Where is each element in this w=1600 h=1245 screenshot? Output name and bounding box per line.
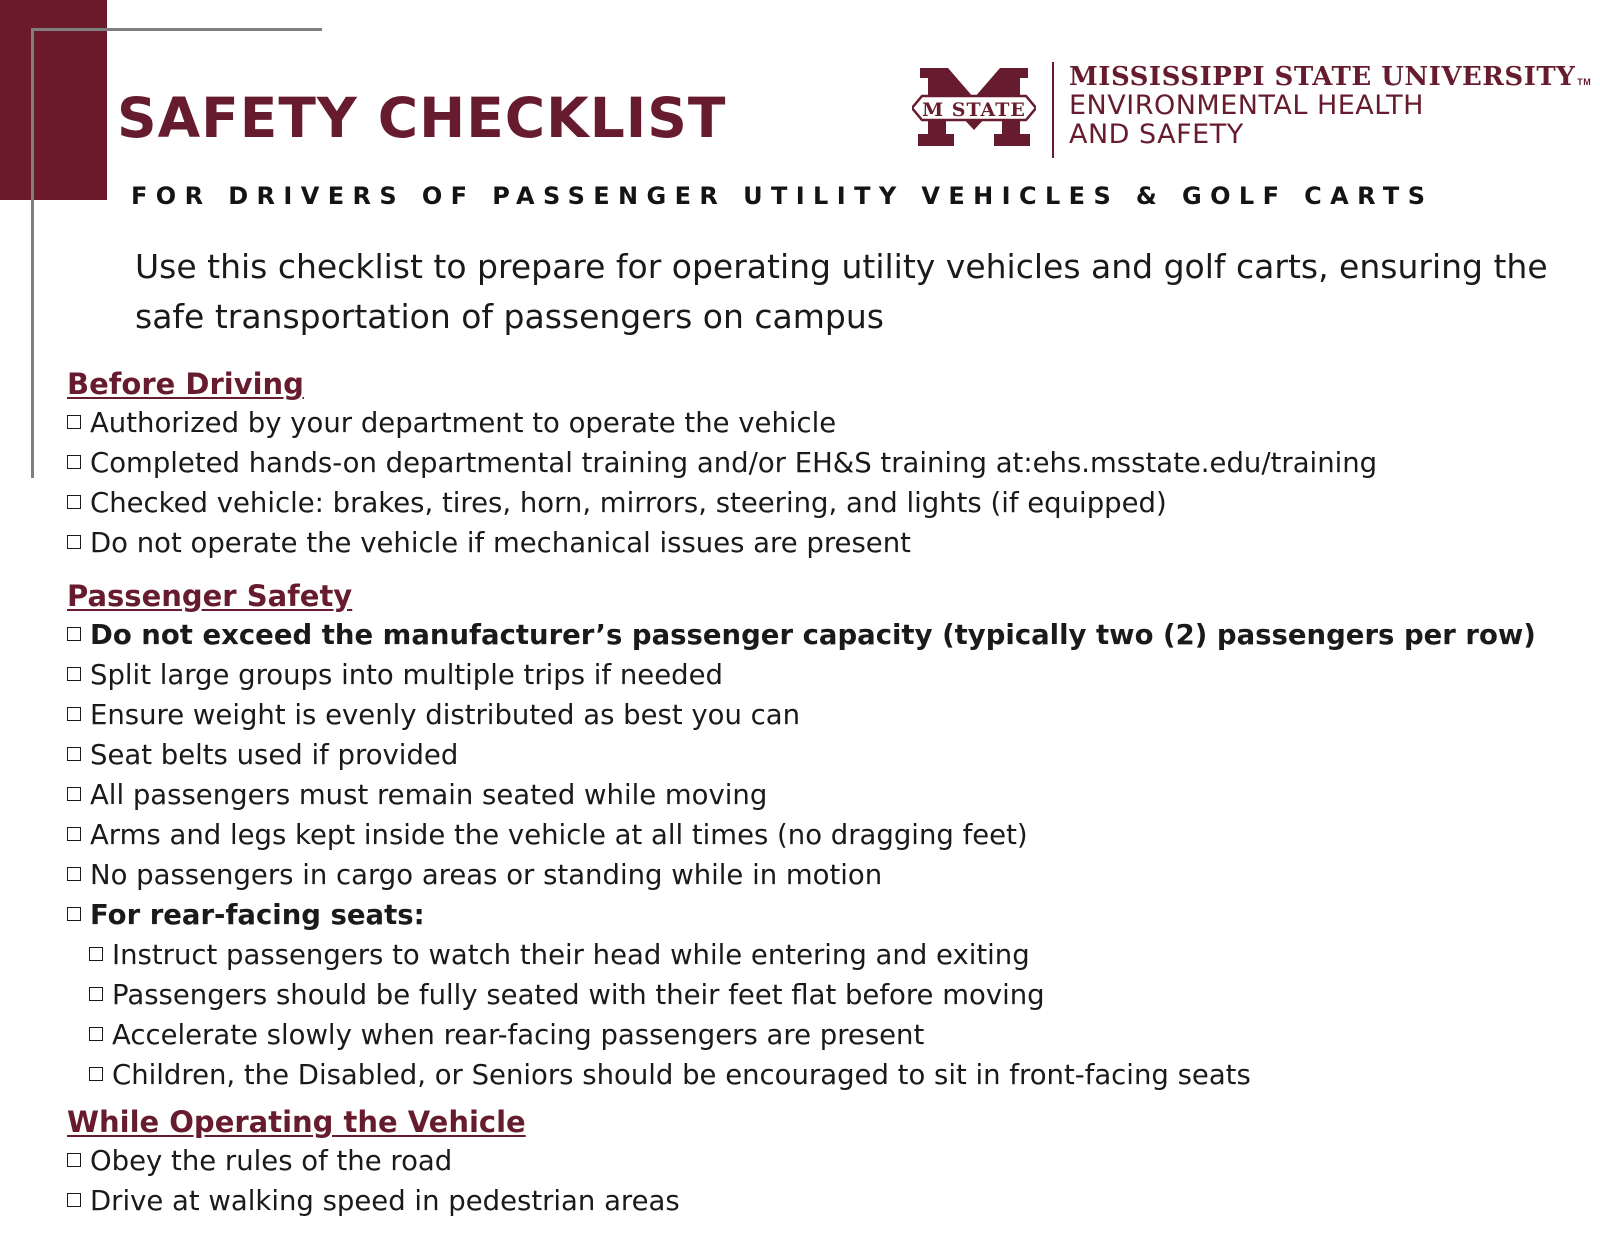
checkbox[interactable]	[89, 1027, 103, 1041]
logo-divider	[1052, 62, 1054, 158]
page-title: SAFETY CHECKLIST	[117, 86, 727, 150]
section-while-operating	[67, 1103, 1577, 1221]
checklist-item-label: Do not operate the vehicle if mechanical issues are present	[90, 527, 911, 559]
checklist-item	[67, 443, 1577, 483]
checklist-item-label: Seat belts used if provided	[90, 739, 459, 771]
checklist-item-label: Children, the Disabled, or Seniors should be encouraged to sit in front-facing seats	[112, 1059, 1251, 1091]
checklist-item-label: Drive at walking speed in pedestrian areas	[90, 1185, 680, 1217]
checklist-subitem	[89, 935, 1577, 975]
checkbox[interactable]	[89, 1067, 103, 1081]
checkbox[interactable]	[67, 707, 81, 721]
intro-text: Use this checklist to prepare for operating utility vehicles and golf carts, ensuring the safe transportation of passengers on campus	[135, 247, 1548, 336]
section-heading: While Operating the Vehicle	[67, 1105, 526, 1139]
logo-university-name: MISSISSIPPI STATE UNIVERSITY TM	[1069, 62, 1592, 92]
checklist-items	[67, 1141, 1577, 1221]
section-heading: Passenger Safety	[67, 579, 353, 613]
checkbox[interactable]	[67, 787, 81, 801]
checkbox[interactable]	[67, 827, 81, 841]
checklist-item	[67, 815, 1577, 855]
logo-trademark: TM	[1577, 77, 1592, 87]
checklist-item	[67, 735, 1577, 775]
checklist-item-label: No passengers in cargo areas or standing while in motion	[90, 859, 883, 891]
checkbox[interactable]	[67, 415, 81, 429]
checklist-subitem	[89, 1055, 1577, 1095]
section-passenger-safety	[67, 577, 1577, 1095]
checklist-item-label: Checked vehicle: brakes, tires, horn, mirrors, steering, and lights (if equipped)	[90, 487, 1167, 519]
checklist-item	[67, 483, 1577, 523]
checklist	[67, 365, 1577, 1227]
checklist-item-label: Passengers should be fully seated with their feet flat before moving	[112, 979, 1045, 1011]
checkbox[interactable]	[67, 907, 81, 921]
checklist-item-label: Split large groups into multiple trips if needed	[90, 659, 723, 691]
logo-department-line-2: AND SAFETY	[1069, 119, 1244, 150]
checkbox[interactable]	[67, 1193, 81, 1207]
checklist-items	[67, 403, 1577, 563]
checklist-item	[67, 403, 1577, 443]
checklist-item	[67, 775, 1577, 815]
checklist-item	[67, 855, 1577, 895]
checklist-item	[67, 1141, 1577, 1181]
checkbox[interactable]	[67, 455, 81, 469]
checklist-item-label: Ensure weight is evenly distributed as best you can	[90, 699, 801, 731]
checklist-item-label: For rear-facing seats:	[90, 899, 425, 931]
frame-line-left	[31, 28, 34, 478]
logo-wordmark: M STATE	[922, 99, 1026, 121]
checklist-item	[67, 895, 1577, 935]
logo-department-line-1: ENVIRONMENTAL HEALTH	[1069, 90, 1424, 121]
checkbox[interactable]	[67, 667, 81, 681]
checkbox[interactable]	[67, 867, 81, 881]
checkbox[interactable]	[67, 495, 81, 509]
checkbox[interactable]	[67, 1153, 81, 1167]
section-heading: Before Driving	[67, 367, 304, 401]
checklist-item-label: All passengers must remain seated while moving	[90, 779, 768, 811]
frame-line-top	[31, 28, 322, 31]
checklist-item-label: Authorized by your department to operate the vehicle	[90, 407, 837, 439]
checkbox[interactable]	[89, 987, 103, 1001]
page-subtitle: FOR DRIVERS OF PASSENGER UTILITY VEHICLES & GOLF CARTS	[131, 182, 1434, 210]
checkbox[interactable]	[67, 747, 81, 761]
checkbox[interactable]	[89, 947, 103, 961]
checklist-subitem	[89, 1015, 1577, 1055]
university-logo	[912, 60, 1592, 160]
checklist-item-label: Arms and legs kept inside the vehicle at all times (no dragging feet)	[90, 819, 1028, 851]
checklist-item	[67, 1181, 1577, 1221]
checkbox[interactable]	[67, 535, 81, 549]
checklist-item-label: Do not exceed the manufacturer’s passenger capacity (typically two (2) passengers per row)	[90, 619, 1536, 651]
checkbox[interactable]	[67, 627, 81, 641]
section-before-driving	[67, 365, 1577, 563]
checklist-item-label: Accelerate slowly when rear-facing passengers are present	[112, 1019, 925, 1051]
m-state-logo-icon	[912, 68, 1036, 148]
checklist-item-label: Instruct passengers to watch their head while entering and exiting	[112, 939, 1030, 971]
checklist-item	[67, 523, 1577, 563]
checklist-item	[67, 615, 1577, 655]
logo-department	[1069, 91, 1424, 149]
checklist-items	[67, 615, 1577, 1095]
checklist-item-label: Completed hands-on departmental training and/or EH&S training at:ehs.msstate.edu/training	[90, 447, 1378, 479]
checklist-item	[67, 655, 1577, 695]
checklist-item	[67, 695, 1577, 735]
checklist-subitem	[89, 975, 1577, 1015]
checklist-item-label: Obey the rules of the road	[90, 1145, 453, 1177]
